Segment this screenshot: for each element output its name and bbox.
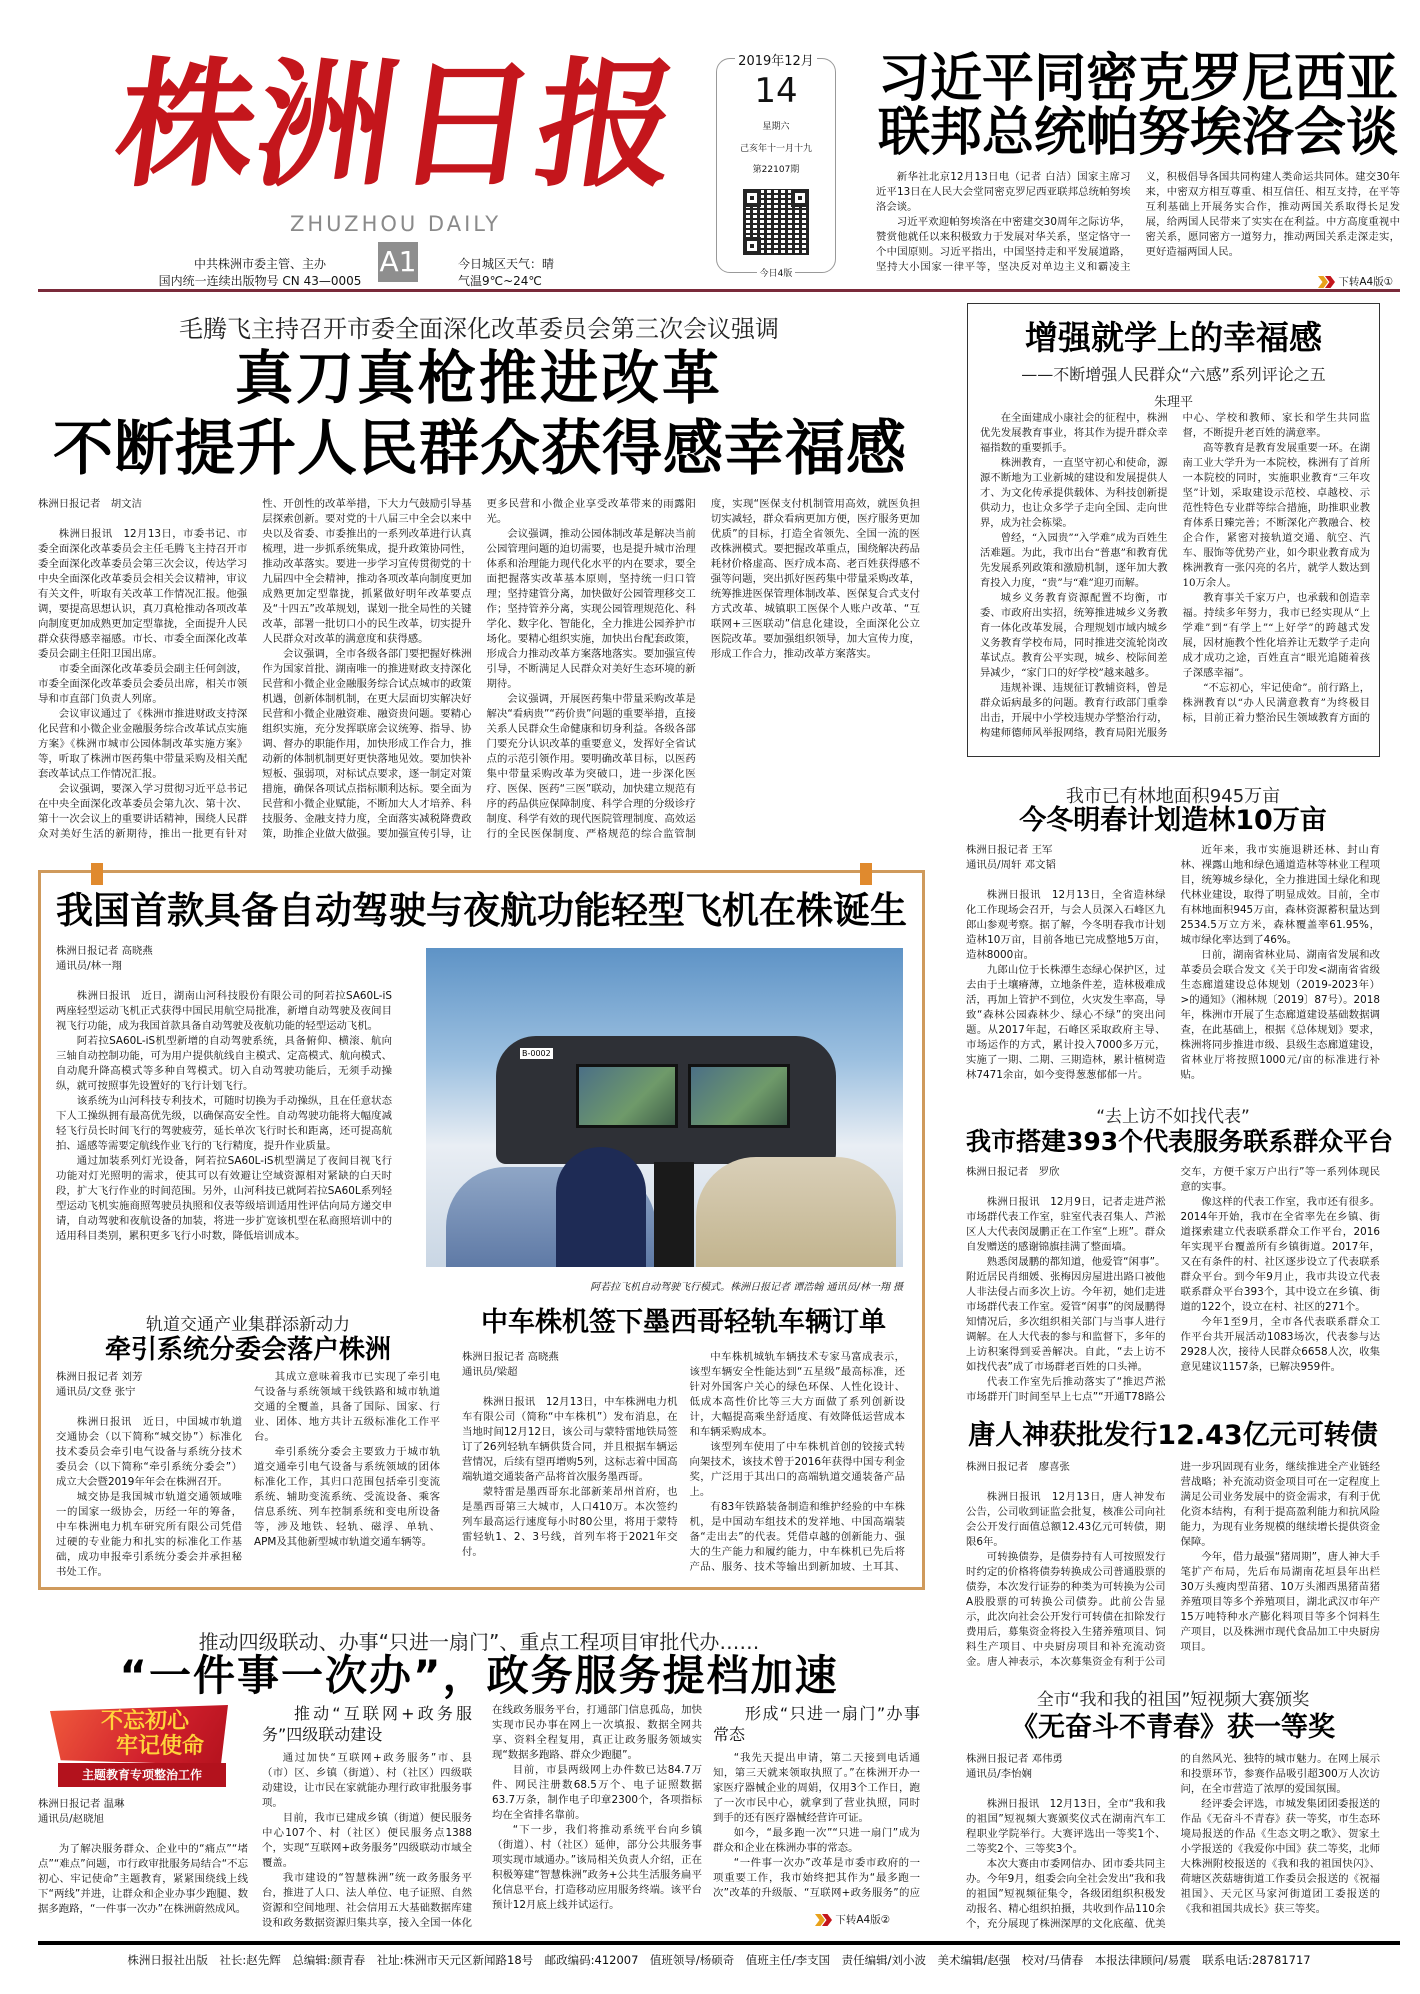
byline: 株洲日报记者 高晓燕	[462, 1351, 559, 1363]
publisher-info	[150, 256, 370, 290]
display-screen	[576, 1064, 678, 1128]
paragraph: 会议强调，推动公园体制改革是解决当前公园管理问题的迫切需要，也是提升城市治理体系和治理能力现代化水平的内在要求，要全面把握落实改革基本原则，坚持统一归口管理；坚持建管分离，加快做好公园管理移交工作；坚持管养分离，实现公园管理规范化、科学化、数字化、智能化，全力推进公园养护市场化。要精心组织实施，加快出台配套政策，形成合力推动改革方案落地落实。要加强宣传引导，不断满足人民群众对美好生态环境的新期待。	[486, 528, 696, 690]
paragraph: 为了解决服务群众、企业中的“痛点”“堵点”“难点”问题，市行政审批服务局结合“不忘初心、牢记使命”主题教育，紧紧围绕线上线下“两线”并进，让群众和企业办事少跑腿、数据多跑路，“一件事一次办”在株洲蔚然成风。	[38, 1843, 248, 1915]
paragraph: 株洲日报讯 12月13日，全省造林绿化工作现场会召开，与会人员深入石峰区九郎山参观考察。据了解，今冬明春我市计划造林10万亩，目前各地已完成整地5万亩，造林8000亩。	[966, 889, 1166, 961]
byline: 通讯员/李怡娴	[966, 1768, 1032, 1780]
video-contest-body	[966, 1752, 1380, 1937]
byline: 株洲日报记者 高晓燕	[56, 945, 153, 957]
paragraph: 会议强调，全市各级各部门要把握好株洲作为国家首批、湖南唯一的推进财政支持深化民营和小微企业金融服务综合试点城市的政策机遇，创新体制机制，在更大层面切实解决好民营和小微企业融资难、融资贵问题。要精心组织实施，充分发挥联席会议统筹、指导、协调、督办的职能作用，加快形成工作合力，推动新的体制机制更好更快落地见效。要加快补短板、强弱项，对标试点要求，逐一制定对策措施，确保各项试点指标顺利达标。要全面为民营和小微企业赋能，不断加大人才培养、科技服务、金融支持力度，全面落实减税降费政策，助推企业做大做强。要加强宣传引导，让更多民营和小微企业享受改革带来的雨露阳光。	[262, 498, 696, 840]
paragraph: 在全面建成小康社会的征程中，株洲优先发展教育事业，将其作为提升群众幸福指数的重要抓手。	[980, 412, 1168, 454]
paragraph: 会议强调，开展医药集中带量采购改革是解决“看病贵”“药价贵”问题的重要举措，直接关系人民群众生命健康和切身利益。各级各部门要充分认识改革的重要意义，发挥好全省试点的示范引领作用。要明确改革目标，以医药集中带量采购改革为突破口，进一步深化医疗、医保、医药“三医”联动，加快建立规范有序的药品供应保障制度、科学合理的分级诊疗制度、科学有效的现代医院管理制度、高效运行的全民医保制度、严格规范的综合监管制度，实现“医保支付机制管用高效，就医负担切实减轻，群众看病更加方便，医疗服务更加优质”的目标，打造全省领先、全国一流的医改株洲模式。要把握改革重点，围绕解决药品耗材价格虚高、医疗成本高、老百姓获得感不强等问题，突出抓好医药集中带量采购改革，统筹推进医保管理体制改革、医保复合式支付方式改革、城镇职工医保个人账户改革、“互联网+三医联动”信息化建设，全面深化公立医院改革。要加强组织领导，加大宣传力度，形成工作合力，推动改革方案落实。	[486, 498, 920, 840]
paragraph: 新华社北京12月13日电（记者 白洁）国家主席习近平13日在人民大会堂同密克罗尼西亚联邦总统帕努埃洛会谈。	[876, 171, 1131, 213]
paragraph: 株洲日报讯 12月13日，全市“我和我的祖国”短视频大赛颁奖仪式在湖南汽车工程职业学院举行。大赛评选出一等奖1个、二等奖2个、三等奖3个。	[966, 1798, 1166, 1855]
date-month: 2019年12月	[735, 54, 817, 69]
commentary-subtitle: ——不断增强人民群众“六感”系列评论之五	[1021, 365, 1326, 384]
deputies-headline[interactable]: 我市搭建393个代表服务联系群众平台	[966, 1127, 1394, 1156]
paragraph: 会议强调，要深入学习贯彻习近平总书记在中央全面深化改革委员会第九次、第十次、第十一次会议上的重要讲话精神，围绕人民群众对美好生活的新期待，推出一批更有针对性、开创性的改革举措，下大力气鼓励引导基层探索创新。要对党的十八届三中全会以来中央以及省委、市委推出的一系列改革进行认真梳理，进一步抓系统集成，提升政策协同性，推动改革落实。要进一步学习宣传贯彻党的十九届四中全会精神，推动各项改革向制度更加成熟更加定型靠拢，抓紧做好明年改革要点及“十四五”改革规划，谋划一批全局性的关键改革，部署一批切口小的民生改革，切实提升人民群众对改革的满意度和获得感。	[38, 498, 472, 840]
paragraph: 会议审议通过了《株洲市推进财政支持深化民营和小微企业金融服务综合改革试点实施方案》《株洲市城市公园体制改革实施方案》等，听取了株洲市医药集中带量采购及相关配套改革试点工作情况汇报。	[38, 708, 248, 780]
byline: 株洲日报记者 廖喜张	[966, 1461, 1070, 1473]
headline-line: 联邦总统帕努埃洛会谈	[877, 103, 1398, 163]
byline: 株洲日报记者 胡文洁	[38, 498, 142, 510]
aircraft-headline[interactable]: 我国首款具备自动驾驶与夜航功能轻型飞机在株诞生	[56, 889, 907, 932]
paragraph: 代表工作室先后推动落实了“推迟芦淞市场群开门时间至早上七点”“开通T78路公交车，方便千家万户出行”等一系列体现民意的实事。	[966, 1166, 1380, 1403]
paragraph: 九郎山位于长株潭生态绿心保护区，过去由于土壤瘠薄，立地条件差，造林极难成活，再加上管护不到位，火灾发生率高，导致“森林公园森林少、绿心不绿”的突出问题。从2017年起，石峰区采取政府主导、市场运作的方式，累计投入7000多万元，实施了一期、二期、三期造林，累计植树造林7471余亩，如今变得葱葱郁郁一片。	[966, 964, 1166, 1081]
paragraph: 该系统为山河科技专利技术，可随时切换为手动操纵，且在任意状态下人工操纵拥有最高优先级，以确保高安全性。自动驾驶功能将大幅度减轻飞行员长时间飞行的驾驶疲劳，延长单次飞行时长和距离，还可提高航拍、遥感等需要定航线作业飞行的飞行精度，提升作业质量。	[56, 1095, 392, 1152]
date-day: 14	[754, 71, 798, 111]
theme-education-badge	[50, 1705, 228, 1789]
paragraph: 目前，市县两级网上办件数已达84.7万件、网民注册数68.5万个、电子证照数据63.7万条，制作电子印章2300个，各项指标均在全省排名靠前。	[492, 1764, 702, 1821]
aircraft-body	[56, 944, 392, 1292]
masthead-rule	[38, 289, 1400, 292]
corner-bracket	[860, 863, 872, 885]
pilot-leg	[556, 1147, 646, 1267]
center-console	[654, 1162, 694, 1267]
paragraph: 熟悉闵晟鹏的都知道，他爱管“闲事”。附近居民肖细媛、张梅因房屋进出路口被他人非法侵占而多次上访。今年初，她们走进市场群代表工作室。爱管“闲事”的闵晟鹏得知情况后，多次组织相关部门与当事人进行调解。在人大代表的参与和监督下，多年的上访积案得到妥善解决。自此，“去上访不如找代表”成了市场群老百姓的口头禅。	[966, 1256, 1166, 1373]
paragraph: 城乡义务教育资源配置不均衡，市委、市政府出实招，统筹推进城乡义务教育一体化改革发展，合理规划市域内城乡义务教育学校布局，同时推进交流轮岗改革试点。教育公平实现，城乡、校际间差异减少，“家门口的好学校”越来越多。	[980, 592, 1168, 679]
paragraph: 株洲日报讯 12月9日，记者走进芦淞市场群代表工作室，驻室代表召集人、芦淞区人大代表闵晟鹏正在工作室“上班”。群众自发赠送的感谢锦旗挂满了整面墙。	[966, 1196, 1166, 1253]
sponsor-text: 中共株洲市委主管、主办	[193, 257, 326, 271]
page-number-badge: A1	[378, 242, 418, 282]
cockpit-photo[interactable]	[426, 948, 903, 1267]
copilot-leg	[696, 1157, 896, 1267]
section-heading: 推动“互联网+政务服务”四级联动建设	[262, 1704, 472, 1744]
byline: 通讯员/林一翔	[56, 960, 122, 972]
badge-line: 不忘初心	[100, 1709, 189, 1734]
paragraph: 株洲日报讯 12月13日，唐人神发布公告，公司收到证监会批复，核准公司向社会公开发行面值总额12.43亿元可转债，期限6年。	[966, 1491, 1166, 1548]
weather-info	[458, 256, 554, 290]
paragraph: 目前，我市已建成乡镇（街道）便民服务中心107个、村（社区）便民服务点1388个，实现“互联网+政务服务”四级联动市域全覆盖。	[262, 1812, 472, 1869]
paragraph: 曾经，“入园贵”“入学难”成为百姓生活难题。为此，我市出台“普惠”和教育优先发展系列政策和激励机制，逐年加大教育投入力度，“贵”与“难”迎刃而解。	[980, 532, 1168, 589]
display-screen	[688, 1064, 790, 1128]
issue-number: 第22107期	[752, 165, 800, 175]
video-contest-subhead: 全市“我和我的祖国”短视频大赛颁奖	[1036, 1690, 1310, 1710]
gov-headline[interactable]: “一件事一次办”，政务服务提档加速	[119, 1651, 839, 1700]
jump-link[interactable]	[1318, 276, 1393, 288]
video-contest-headline[interactable]: 《无奋斗不青春》获一等奖	[1011, 1712, 1335, 1743]
gov-section1-body	[262, 1703, 702, 1933]
gov-subhead: 推动四级联动、办事“只进一扇门”、重点工程项目审批代办……	[198, 1630, 760, 1654]
badge-line: 牢记使命	[115, 1734, 204, 1759]
paragraph: 本次大赛由市委网信办、团市委共同主办。今年9月，组委会向全社会发出“我和我的祖国”短视频征集令，各级团组织积极发动报名、精心组织拍摄，共收到作品110余个，充分展现了株洲深厚的文化底蕴、优美的自然风光、独特的城市魅力。在网上展示和投票环节，参赛作品吸引超300万人次访问，在全市营造了浓厚的爱国氛围。	[966, 1753, 1380, 1930]
byline: 株洲日报记者 王军	[966, 844, 1053, 856]
paragraph: 如今，“最多跑一次”“只进一扇门”成为群众和企业在株洲办事的常态。	[713, 1827, 920, 1854]
paragraph: 近年来，我市实施退耕还林、封山育林、裸露山地和绿色通道造林等林业工程项目，统筹城乡绿化，全力推进国土绿化和现代林业建设，取得了明显成效。目前，全市有林地面积945万亩，森林资源蓄积量达到2534.5万立方米，森林覆盖率61.95%，城市绿化率达到了46%。	[1180, 844, 1380, 946]
byline: 株洲日报记者 温琳	[38, 1798, 125, 1810]
paragraph: 该型列车使用了中车株机首创的铰接式转向架技术，该技术曾于2016年获得中国专利金奖，广泛用于其出口的高端轨道交通装备产品上。	[689, 1441, 905, 1498]
forestry-subhead: 我市已有林地面积945万亩	[1065, 786, 1281, 807]
paragraph: 教育事关千家万户，也承载和创造幸福。持续多年努力，我市已经实现从“上学难”到“有学上”“上好学”的跨越式发展，因材施教个性化培养让无数学子走向成才成功之途，百姓直言“眼光追随着孩子深感幸福”。	[1182, 592, 1370, 679]
lead-headline-1[interactable]: 真刀真枪推进改革	[234, 344, 723, 412]
tangrenshen-headline[interactable]: 唐人神获批发行12.43亿元可转债	[968, 1420, 1378, 1451]
paragraph: 违规补课、违规征订教辅资料，曾是群众诟病最多的问题。教育行政部门重拳出击，开展中小学校违规办学整治行动，构建师德师风举报网络，教育局阳光服务中心、学校和教师、家长和学生共同监督，不断提升老百姓的满意率。	[980, 412, 1370, 739]
jump-text: 下转A4版①	[1338, 276, 1394, 288]
english-name: ZHUZHOU DAILY	[290, 212, 502, 236]
footer-imprint: 株洲日报社出版 社长:赵先辉 总编辑:颜青春 社址:株洲市天元区新闻路18号 邮政编码:412007 值班领导/杨硕奇 值班主任/李支国 责任编辑/刘小波 美术编辑/赵强 校对/马倩春 本报法律顾问/易震 联系电话:28781717	[127, 1953, 1311, 1967]
paragraph: 日前，湖南省林业局、湖南省发展和改革委员会联合发文《关于印发<湖南省省级生态廊道建设总体规划（2019-2023年）>的通知》（湘林规〔2019〕87号）。2018年，株洲市开展了生态廊道建设基础数据调查，在此基础上，根据《总体规划》要求，株洲将同步推进市级、县级生态廊道建设，省林业厅将按照1000元/亩的标准进行补贴。	[1180, 949, 1380, 1081]
paragraph: 像这样的代表工作室，我市还有很多。2014年开始，我市在全省率先在乡镇、街道探索建立代表联系群众工作平台，2016年实现平台覆盖所有乡镇街道。2017年，又在有条件的村、社区逐步设立了代表联系群众平台。到今年9月止，我市共设立代表联系群众平台393个，其中设立在乡镇、街道的122个，设立在村、社区的271个。	[1180, 1196, 1380, 1313]
paragraph: 市委全面深化改革委员会副主任何剑波，市委全面深化改革委员会委员出席，相关市领导和市直部门负责人列席。	[38, 663, 248, 705]
commentary-body	[980, 411, 1370, 753]
paragraph: 我市建设的“智慧株洲”统一政务服务平台，推进了人口、法人单位、电子证照、自然资源和空间地理、社会信用五大基础数据库建设和政务数据资源归集共享，接入全国一体化在线政务服务平台，打通部门信息孤岛，加快实现市民办事在网上一次填报、数据全网共享、资料全程复用，真正让政务服务领域实现“数据多跑路、群众少跑腿”。	[262, 1704, 702, 1929]
qr-code[interactable]	[743, 189, 809, 255]
gov-section2-body	[713, 1703, 920, 1908]
pages-today: 今日4版	[757, 269, 796, 279]
byline: 株洲日报记者 罗欣	[966, 1166, 1060, 1178]
lead-headline-2[interactable]: 不断提升人民群众获得感幸福感	[53, 414, 907, 484]
lunar-date: 己亥年十一月十九	[739, 144, 812, 154]
paragraph: 城交协是我国城市轨道交通领域唯一的国家一级协会，历经一年的筹备，中车株洲电力机车研究所有限公司凭借过硬的专业能力和扎实的标准化工作基础，成功申报牵引系统分委会并承担秘书处工作。	[56, 1491, 242, 1578]
forestry-body	[966, 843, 1380, 1088]
temperature-text: 气温9℃~24℃	[458, 274, 542, 288]
paragraph: 株洲日报讯 12月13日，中车株洲电力机车有限公司（简称“中车株机”）发布消息，在当地时间12月12日，该公司与蒙特雷地铁局签订了26列轻轨车辆供货合同，并且根据车辆运营情况，后续有望再增购5列，这标志着中国高端轨道交通装备产品将首次服务墨西哥。	[462, 1396, 678, 1483]
paragraph: 有83年铁路装备制造和维护经验的中车株机，是中国动车组技术的发祥地、中国高端装备“走出去”的代表。凭借卓越的创新能力、强大的生产能力和履约能力，中车株机已先后将产品、服务、技术等输出到新加坡、土耳其、	[689, 1501, 905, 1573]
deputies-body	[966, 1165, 1380, 1410]
byline: 通讯员/周轩 邓文韬	[966, 859, 1056, 871]
paragraph: 通过加快“互联网+政务服务”市、县（市）区、乡镇（街道）、村（社区）四级联动建设，让市民在家就能办理行政审批服务事项。	[262, 1752, 472, 1809]
instrument-panel	[496, 1036, 836, 1164]
weather-text: 今日城区天气：晴	[458, 257, 555, 271]
cn-number: 国内统一连续出版物号 CN 43—0005	[158, 274, 362, 288]
registration-label: B-0002	[522, 1049, 551, 1058]
paragraph: 可转换债券，是债券持有人可按照发行时约定的价格将债券转换成公司普通股票的债券，本次发行证券的种类为可转换为公司A股股票的可转换公司债券。此前公告显示，此次向社会公开发行可转债在扣除发行费用后，募集资金将投入生猪养殖项目、饲料生产项目、中央厨房项目和补充流动资金。唐人神表示，本次募集资金有利于公司进一步巩固现有业务，继续推进全产业链经营战略；补充流动资金项目可在一定程度上满足公司业务发展中的资金需求，有利于优化资本结构，有利于提高盈利能力和抗风险能力，为现有业务规模的继续增长提供资金保障。	[966, 1461, 1380, 1668]
paragraph: 通过加装系列灯光设备，阿若拉SA60L-iS机型满足了夜间目视飞行功能对灯光照明的需求，使其可以有效避让空域资源相对紧缺的白天时段，扩大飞行作业的时间范围。另外，山河科技已就阿若拉SA60L系列轻型运动飞机实施商照驾驶员执照和仪表等级培训适用性评估向局方递交申请，自动驾驶和夜航设备的加装，将进一步扩宽该机型在私商照培训中的适用科目类别，累积更多飞行小时数，降低培训成本。	[56, 1155, 392, 1242]
paragraph: 蒙特雷是墨西哥东北部新莱昂州首府，也是墨西哥第三大城市，人口410万。本次签约列车最高运行速度每小时80公里，将用于蒙特雷轻轨1、2、3号线，首列车将于2021年交付。	[462, 1486, 678, 1558]
paragraph: 今年1至9月，全市各代表联系群众工作平台共开展活动1083场次，代表参与达2928人次，接待人民群众6658人次，收集意见建议1157条，已解决959件。	[1180, 1316, 1380, 1373]
headline-line: 习近平同密克罗尼西亚	[877, 49, 1398, 109]
paragraph: 株洲日报讯 近日，湖南山河科技股份有限公司的阿若拉SA60L-iS两座轻型运动飞机正式获得中国民用航空局批准，新增自动驾驶及夜间目视飞行功能，成为我国首款具备自动驾驶及夜航功能的轻型运动飞机。	[56, 990, 392, 1032]
badge-band: 主题教育专项整治工作	[58, 1763, 226, 1787]
traction-subhead: 轨道交通产业集群添新动力	[146, 1315, 350, 1335]
paragraph: 牵引系统分委会主要致力于城市轨道交通牵引电气设备与系统领域的团体标准化工作，其归口范围包括牵引变流系统、辅助变流系统、受流设备、乘客信息系统、列车控制系统和变电所设备等，涉及地铁、轻轨、磁浮、单轨、APM及其他新型城市轨道交通车辆等。	[254, 1446, 440, 1548]
paragraph: 经评委会评选，市城发集团团委报送的作品《无奋斗不青春》获一等奖，市生态环境局报送的作品《生态文明之歌》、贺家土小学报送的《我爱你中国》获二等奖，北师大株洲附校报送的《我和我的祖国快闪》、荷塘区茨菇塘街道工作委员会报送的《祝福祖国》、天元区马家河街道团工委报送的《我和祖国共成长》获三等奖。	[1180, 1798, 1380, 1915]
date-box	[716, 54, 836, 279]
section-heading: 形成“只进一扇门”办事常态	[713, 1704, 920, 1744]
top-story-headline[interactable]	[876, 49, 1400, 163]
lead-subhead: 毛腾飞主持召开市委全面深化改革委员会第三次会议强调	[179, 315, 779, 343]
paragraph: 其成立意味着我市已实现了牵引电气设备与系统领域干线铁路和城市轨道交通的全覆盖，具备了国际、国家、行业、团体、地方共计五级标准化工作平台。	[254, 1371, 440, 1443]
paragraph: 株洲日报讯 12月13日，市委书记、市委全面深化改革委员会主任毛腾飞主持召开市委全面深化改革委员会第三次会议，传达学习中央全面深化改革委员会相关会议精神，审议有关文件，听取有关改革工作情况汇报。他强调，要提高思想认识，真刀真枪推动各项改革向制度更加成熟更加定型靠拢，全面提升人民群众获得感幸福感。市长、市委全面深化改革委员会副主任阳卫国出席。	[38, 528, 248, 660]
byline: 通讯员/文登 张宁	[56, 1386, 136, 1398]
forestry-headline[interactable]: 今冬明春计划造林10万亩	[1019, 805, 1327, 836]
badge-slogan	[70, 1709, 220, 1759]
paragraph: 今年，借力最强“猪周期”，唐人神大手笔扩产布局，先后布局湖南花垣县年出栏30万头瘦肉型苗猪、10万头湘西黑猪苗猪养殖项目等多个养殖项目，湖北武汉市年产15万吨特种水产膨化料项目等多个饲料生产项目，以及株洲市现代食品加工中央厨房项目。	[1180, 1551, 1380, 1653]
paragraph: 阿若拉SA60L-iS机型新增的自动驾驶系统，具备俯仰、横滚、航向三轴自动控制功能，可为用户提供航线自主模式、定高模式、航向模式、自动爬升降高模式等多种自驾模式。切入自动驾驶功能后，无须手动操纵，就可按照事先设置好的飞行计划飞行。	[56, 1035, 392, 1092]
footer-rule	[38, 1941, 1400, 1945]
paragraph: “下一步，我们将推动系统平台向乡镇（街道）、村（社区）延伸，部分公共服务事项实现市域通办。”该局相关负责人介绍，正在积极筹建“智慧株洲”政务+公共生活服务扁平化信息平台，打造移动应用服务终端。该平台预计12月底上线并试运行。	[492, 1824, 702, 1911]
newspaper-logo: 株洲日报	[106, 43, 690, 206]
paragraph: “不忘初心，牢记使命”。前行路上，株洲教育以“办人民满意教育”为终极目标，目前正着力整治民生领域教育方面的	[1182, 682, 1370, 724]
paragraph: “一件事一次办”改革是市委市政府的一项重要工作，我市始终把其作为“最多跑一次”改革的升级版、“互联网+政务服务”的应	[713, 1857, 920, 1899]
gov-intro-body	[38, 1797, 248, 1932]
deputies-subhead: “去上访不如找代表”	[1096, 1107, 1250, 1127]
jump-text: 下转A4版②	[835, 1914, 891, 1926]
paragraph: 中车株机城轨车辆技术专家马富成表示，该型车辆安全性能达到“五星级”最高标准，还针对外国客户关心的绿色环保、人性化设计、低成本高性价比等三大方面做了系列创新设计，大幅提高乘坐舒适度、有效降低运营成本和车辆采购成本。	[689, 1351, 905, 1438]
crrc-body	[462, 1350, 905, 1585]
top-story-body	[876, 170, 1400, 275]
paragraph: 高等教育是教育发展重要一环。在湖南工业大学升为一本院校，株洲有了首所一本院校的同时，实施职业教育“三年攻坚”计划，采取建设示范校、卓越校、示范性特色专业群等综合措施，助推职业教育体系日臻完善；不断深化产教融合、校企合作，紧密对接轨道交通、航空、汽车、服饰等优势产业，如今职业教育成为株洲教育一张闪亮的名片，就学人数达到10万余人。	[1182, 442, 1370, 589]
byline: 株洲日报记者 邓伟勇	[966, 1753, 1063, 1765]
jump-link[interactable]	[815, 1914, 890, 1926]
traction-headline[interactable]: 牵引系统分委会落户株洲	[104, 1335, 391, 1365]
paragraph: 株洲教育，一直坚守初心和使命，源源不断地为工业新城的建设和发展提供人才、为文化传承提供载体、为科技创新提供动力，也让众多学子走向全国、走向世界，成为社会栋梁。	[980, 457, 1168, 529]
traction-body	[56, 1370, 440, 1585]
byline: 通讯员/梁超	[462, 1366, 518, 1378]
paragraph: “我先天提出申请，第二天接到电话通知，第三天就来领取执照了。”在株洲开办一家医疗器械企业的周娟，仅用3个工作日，跑了一次市民中心，就拿到了营业执照，同时到手的还有医疗器械经营许可证。	[713, 1752, 920, 1824]
byline: 通讯员/赵晓旭	[38, 1813, 104, 1825]
byline: 株洲日报记者 刘芳	[56, 1371, 143, 1383]
corner-bracket	[91, 863, 103, 885]
tangrenshen-body	[966, 1460, 1380, 1670]
lead-body	[38, 497, 920, 842]
photo-caption: 阿若拉飞机自动驾驶飞行模式。株洲日报记者 谭浩翰 通讯员/林一翔 摄	[590, 1282, 903, 1293]
paragraph: 习近平欢迎帕努埃洛在中密建交30周年之际访华，赞赏他就任以来积极致力于发展对华关系，坚定恪守一个中国原则。习近平指出，中国坚持走和平发展道路，坚持大小国家一律平等，坚决反对单边主义和霸凌主义，积极倡导各国共同构建人类命运共同体。建交30年来，中密双方相互尊重、相互信任、相互支持，在平等互利基础上开展务实合作，推动两国关系取得长足发展，给两国人民带来了实实在在利益。中方高度重视中密关系，愿同密方一道努力，推动两国关系走深走实，更好造福两国人民。	[876, 171, 1400, 273]
crrc-headline[interactable]: 中车株机签下墨西哥轻轨车辆订单	[481, 1307, 886, 1338]
weekday: 星期六	[762, 122, 790, 132]
commentary-author: 朱理平	[1153, 395, 1193, 410]
paragraph: 株洲日报讯 近日，中国城市轨道交通协会（以下简称“城交协”）标准化技术委员会牵引电气设备与系统分技术委员会（以下简称“牵引系统分委会”）成立大会暨2019年年会在株洲召开。	[56, 1416, 242, 1488]
commentary-title[interactable]: 增强就学上的幸福感	[1025, 318, 1322, 357]
